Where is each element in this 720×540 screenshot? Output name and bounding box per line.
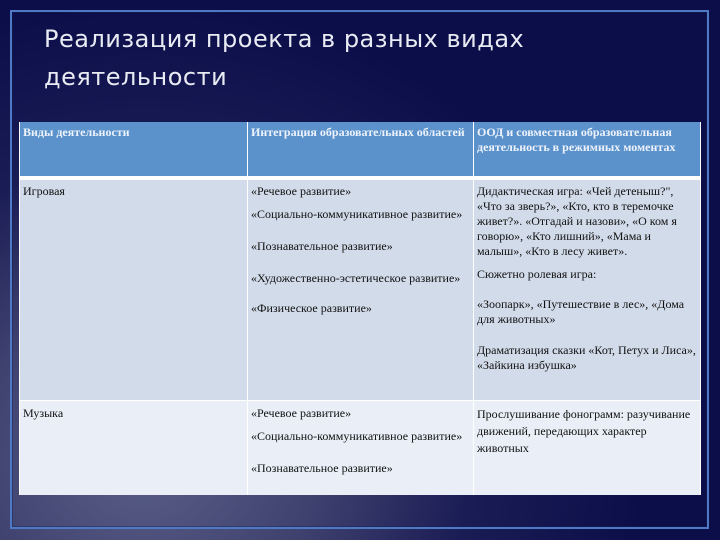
content-item: Дидактическая игра: «Чей детеныш?", «Что за зверь?», «Кто, кто в теремочке живет?». «Отгадай и назови», «О ком я говорю», «Кто лишний», «Мама и малыш», «Кто в лесу живет».: [477, 184, 677, 258]
activity-cell: [20, 178, 248, 401]
header-activity-types: Виды деятельности: [20, 122, 248, 178]
areas-cell: [248, 401, 474, 496]
slide-title: Реализация проекта в разных видах деятельности: [44, 25, 525, 91]
table-row: [20, 178, 701, 401]
area-item: «Познавательное развитие»: [251, 461, 393, 475]
area-item: «Речевое развитие»: [251, 406, 352, 420]
content-cell: [474, 178, 701, 401]
content-item: Драматизация сказки «Кот, Петух и Лиса», «Зайкина избушка»: [477, 343, 696, 372]
activities-table: [19, 122, 701, 495]
table-row: [20, 401, 701, 496]
content-item: Прослушивание фонограмм: разучивание движений, передающих характер животных: [477, 407, 691, 455]
content-item: «Зоопарк», «Путешествие в лес», «Дома для животных»: [477, 297, 685, 326]
area-item: «Речевое развитие»: [251, 184, 352, 198]
content-cell: [474, 401, 701, 496]
area-item: «Социально-коммуникативное развитие»: [251, 429, 463, 443]
header-integration-areas: Интеграция образовательных областей: [248, 122, 474, 178]
table-header-row: [20, 122, 701, 178]
header-ood-joint-activity: ООД и совместная образовательная деятельность в режимных моментах: [474, 122, 701, 178]
area-item: «Художественно-эстетическое развитие»: [251, 271, 461, 285]
activity-cell: [20, 401, 248, 496]
areas-cell: [248, 178, 474, 401]
activity-label: Игровая: [23, 184, 65, 198]
content-item: Сюжетно ролевая игра:: [477, 267, 597, 281]
area-item: «Социально-коммуникативное развитие»: [251, 207, 463, 221]
activity-label: Музыка: [23, 406, 64, 420]
area-item: «Физическое развитие»: [251, 301, 372, 315]
area-item: «Познавательное развитие»: [251, 239, 393, 253]
